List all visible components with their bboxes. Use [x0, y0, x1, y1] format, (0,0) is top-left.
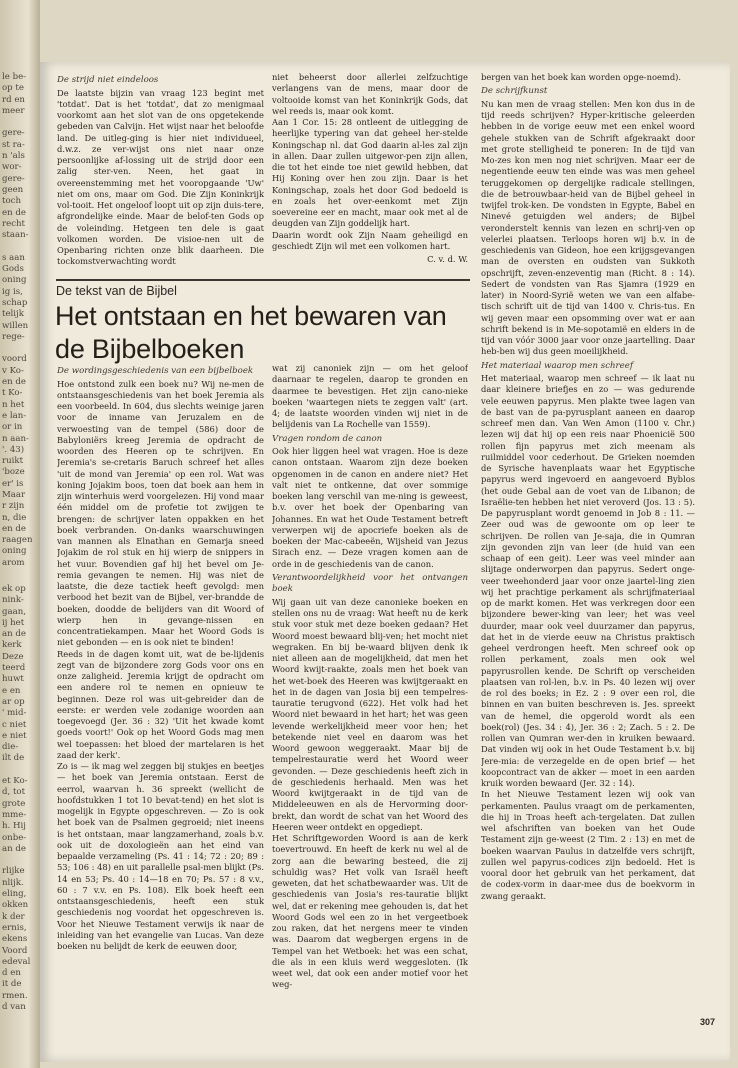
- column-2-top: [272, 72, 468, 278]
- column-1-bottom: [57, 363, 264, 1013]
- paragraph: Het Schriftgeworden Woord is aan de kerk toevertrouwd. En heeft de kerk nu wel al de zorg aan die bewaring besteed, die zij schuldig was? Het volk van Israël heeft geweten, dat het schatbewaarder was. Uit de geschiedenis van Josia's res-tauratie blijkt wel, dat er rekening mee gehouden is, dat het Woord Gods wel een zo in het vergeetboek zou raken, dat het nergens meer te vinden was. Daarom dat wegbergen ergens in de Tempel van het Wetboek: het was een schat, die als in een kluis werd weggesloten. (Ik weet wel, dat ook een ander motief voor het weg-: [272, 833, 468, 990]
- paragraph: niet beheerst door allerlei zelfzuchtige verlangens van de mens, maar door de voltooide komst van het Koninkrijk Gods, dat wel reeds is, maar ook komt.: [272, 72, 468, 116]
- article-headline: Het ontstaan en het bewaren van de Bijbelboeken: [55, 301, 447, 364]
- paragraph: De laatste bijzin van vraag 123 begint met 'totdat'. Dat is het 'totdat', dat zo menigmaal voorkomt aan het slot van de ons opgetekende gebeden van Calvijn. Het wijst naar het beloofde land. De uitleg-ging is hier niet individueel, d.w.z. ze ver-wijst ons niet naar onze persoonlijke af-lossing uit de strijd door een zalig ster-ven. Neen, het gaat in overeenstemming met het vooropgaande 'Uw' niet om ons, maar om God. Die Zijn Koninkrijk vol-tooit. Het ongeloof loopt uit op zijn duis-tere, afgrondelijke einde. Maar de belof-ten Gods op de voleinding. Hetgeen ten dele is gaat volkomen worden. De visioe-nen uit de Openbaring richten onze blik daarheen. Die tockomstverwachting wordt: [57, 87, 264, 267]
- paragraph: Nu kan men de vraag stellen: Men kon dus in de tijd reeds schrijven? Hyper-kritische geleerden hebben in de vorige eeuw met een enkel woord gehele stukken van de Schrift afgekraakt door met grote stelligheid te poneren: In de tijd van Mo-zes kon men nog niet schrijven. Maar eer de negentiende eeuw ten einde was was men geheel teruggekomen op dergelijke radicale stellingen, die de betrouwbaar-heid van de Bijbel geheel in twijfel trok-ken. De vondsten in Egypte, Babel en Ninevé getuigden wel anders; de Bijbel veronderstelt kennis van lezen en schrij-ven op velerlei plaatsen. Terloops horen wij b.v. in de geschiedenis van Gideon, hoe een krijgsgevangen man de oversten en oudsten van Sukkoth opschrijft, zeven-enzeventig man (Richt. 8 : 14). Sedert de vondsten van Ras Sjamra (1929 en later) in Noord-Syrië weten we van een alfabe-tisch schrift uit de tijd van 1400 v. Chris-tus. En wij geven maar een opsomming over wat er aan schrift bekend is in Me-sopotamië en elders in de tijd van vóór 3000 jaar voor onze jaartelling. Daar heb-ben wij dus geen moeilijkheid.: [481, 98, 695, 357]
- paragraph: Hoe ontstond zulk een boek nu? Wij ne-men de ontstaansgeschiedenis van het boek Jeremia als een voorbeeld. In 604, dus slechts weinige jaren voor de inname van Jeruzalem en de verwoesting van de tempel (586) door de Babyloniërs kreeg Jeremia de opdracht de woorden des Heeren op te schrijven. En Jeremia's se-cretaris Baruch schreef het alles 'uit de mond van Jeremia' op een rol. Wat was koning Jojakim boos, toen dat boek aan hem in zijn winterhuis werd voorgelezen. Hij vond maar één middel om de profetie tot zwijgen te brengen: de schrijver laten oppakken en het boek verbranden. On-danks waarschuwingen van mannen als Elnathan en Gemarja sneed Jojakim de rol stuk en hij wierp de snippers in het vuur. Bovendien gaf hij het bevel om Je-remia gevangen te nemen. Hij was niet de laatste, die deze tactiek heeft gevolgd: men verbood het bezit van de Bijbel, ver-brandde de boeken, doodde de belijders van dit Woord of wierp hen in gevange-nissen en concentratiekampen. Maar het Woord Gods is niet gebonden — en is ook niet te binden!: [57, 378, 264, 648]
- column-3: [481, 72, 695, 1015]
- column-1-top: [57, 72, 264, 278]
- paragraph: Daarin wordt ook Zijn Naam geheiligd en geschiedt Zijn wil met een volkomen hart.: [272, 229, 468, 251]
- subheading-wordingsgeschiedenis: De wordingsgeschiedenis van een bijbelboek: [57, 366, 254, 376]
- adjacent-page-fragment-top: le be- op te rd en meer gere- st ra- n 'als wor- gere- geen toch en de recht staan- s aan Gods oning ig is, schap telijk willen rege- voord v Ko- en de t Ko- n het e lan- or in n aan- '. 43) ruikt 'boze er' is Maar r zijn n, die en de raagen oning arom: [2, 72, 33, 568]
- page-number: 307: [700, 1017, 716, 1027]
- subheading-canon: Vragen rondom de canon: [272, 433, 383, 444]
- paragraph: bergen van het boek kan worden opge-noemd).: [481, 72, 682, 82]
- paragraph: Reeds in de dagen komt uit, wat de be-lijdenis zegt van de bijzondere zorg Gods voor ons en onze zaligheid. Jeremia krijgt de opdracht om een andere rol te nemen en opnieuw te beginnen. Deze rol was uit-gebreider dan de eerste: er werden vele zodanige woorden aan toegevoegd (Jer. 36 : 32) 'Uit het kwade komt goeds voort!' Ook op het Woord Gods mag men wel toepassen: het bloed der martelaren is het zaad der kerk'.: [57, 648, 264, 760]
- paragraph: Zo is — ik mag wel zeggen bij stukjes en beetjes — het boek van Jeremia ontstaan. Eerst de eerrol, waarvan h. 36 spreekt (wellicht de hoofdstukken 1 tot 10 bevat-tend) en het slot is mogelijk in Egypte opgeschreven. — Zo is ook het boek van de Psalmen gegroeid; niet ineens is het ontstaan, maar langzamerhand, zoals b.v. ook uit de doxologieën aan het eind van bepaalde verzameling (Ps. 41 : 14; 72 : 20; 89 : 53; 106 : 48) en uit parallelle psal-men blijkt (Ps. 14 en 53; Ps. 40 : 14—18 en 70; Ps. 57 : 8 v.v., 60 : 7 v.v. en Ps. 108). Elk boek heeft een ontstaansgeschiedenis, heeft een stuk geschiedenis nog voordat het opgeschreven is. Voor het Nieuwe Testament verwijs ik naar de inleiding van het evangelie van Lucas. Van deze boeken nu belijdt de kerk de eeuwen door,: [57, 761, 264, 951]
- adjacent-page-spine: [0, 0, 40, 1068]
- subheading-materiaal: Het materiaal waarop men schreef: [481, 360, 633, 371]
- subheading-strijd: De strijd niet eindeloos: [57, 75, 159, 85]
- section-divider: [56, 279, 470, 281]
- paragraph: Ook hier liggen heel wat vragen. Hoe is deze canon ontstaan. Waarom zijn deze boeken opgenomen in de canon en andere niet? Het valt niet te ontkenne, dat over sommige boeken lang verschil van me-ning is geweest, b.v. over het boek der Openbaring van Johannes. En wat het Oude Testament betreft verwerpen wij de apocriefe boeken als de boeken der Mac-cabeeën, Wijsheid van Jezus Sirach enz. — Deze vragen komen aan de orde in de geschiedenis van de canon.: [272, 446, 468, 569]
- paragraph: wat zij canoniek zijn — om het geloof daarnaar te regelen, daarop te gronden en daarmee te bevestigen. Het zijn cano-nieke boeken 'waartegen niets te zeggen valt' (art. 4; de laatste woorden vinden wij niet in de belijdenis van La Rochelle van 1559).: [272, 363, 468, 430]
- article-kicker: De tekst van de Bijbel: [56, 284, 177, 298]
- subheading-verantwoordelijkheid: Verantwoordelijkheid voor het ontvangen boek: [272, 572, 468, 595]
- author-signature: C. v. d. W.: [427, 254, 468, 264]
- paragraph: Wij gaan uit van deze canonieke boeken en stellen ons nu de vraag: Wat heeft nu de kerk stuk voor stuk met deze boeken gedaan? Het Woord moest bewaard blij-ven; het mocht niet wegraken. En bij be-waard blijven denk ik niet alleen aan de mogelijkheid, dat men het Woord kwijt-raakte, zoals men het boek van het wet-boek des Heeren was kwijtgeraakt en het in de dagen van Josia bij een tempelres-tauratie terugvond (622). Het volk had het Woord niet bewaard in het hart; het was geen levende werkelijkheid meer voor hen; het betekende niet veel en daarom was het Woord gewoon weggeraakt. Maar bij de tempelrestauratie werd het Woord weer gevonden. — Deze geschiedenis heeft zich in de geschiedenis herhaald. Men was het Woord kwijtgeraakt in de tijd van de Middeleeuwen en als de Hervorming door-brekt, dan wordt de schat van het Woord des Heeren weer ontdekt en opgediept.: [272, 596, 468, 832]
- column-2-bottom: [272, 363, 468, 1013]
- adjacent-page-fragment-bottom: ek op nink- gaan, ij het an de kerk Deze teerd huwt e en ar op ' mid- c niet e niet die- ilt de et Ko- d, tot grote mme- h. Hij onbe- an de rlijke nlijk. eling, okken k der ernis, ekens Voord edeval d en it de rmen. d van: [2, 584, 31, 1012]
- subheading-schrijfkunst: De schrijfkunst: [481, 86, 548, 97]
- paragraph: Aan 1 Cor. 15: 28 ontleent de uitlegging de heerlijke typering van dat geheel her-stelde Koningschap nl. dat God daarin al-les zal zijn in allen. Daar zullen uitgewor-pen zijn allen, die tot het einde toe niet gewild hebben, dat Hij Koning over hen zou zijn. Daar is het Koningschap, zoals het door God bedoeld is en zoals het over-eenkomt met Zijn soevereine eer en macht, maar ook met al de deugden van Zijn goddelijk hart.: [272, 117, 468, 229]
- paragraph: In het Nieuwe Testament lezen wij ook van perkamenten. Paulus vraagt om de perkamenten, die hij in Troas heeft ach-tergelaten. Dat zullen wel afschriften van boeken van het Oude Testament zijn ge-weest (2 Tim. 2 : 13) en met de boeken waarvan Paulus in datzelfde vers schrijft, zullen wel papyrus-codices zijn bedoeld. Het is vooral door het gebruik van het perkament, dat de codex-vorm in daar-mee dus de boekvorm in zwang geraakt.: [481, 789, 695, 901]
- paragraph: Het materiaal, waarop men schreef — ik laat nu daar kleinere briefjes en zo — was gedurende vele eeuwen papyrus. Men plakte twee lagen van de bast van de pa-pyrusplant aaneen en daarop schreef men dan. Van Wen Amon (1100 v. Chr.) lezen wij dat hij op een reis naar Phoenicië 500 rollen fijn papyrus met zich meenam als ruilmiddel voor cederhout. De Grieken noemden de Syrische havenplaats waar het Egyptische papyrus werd ingevoerd en aangevoerd Byblos (het oude Gebal aan de voet van de Libanon; de Israëlie-ten hebben het niet veroverd (Jos. 13 : 5). De papyrusplant wordt genoemd in Job 8 : 11. — Zeer oud was de gewoonte om op leer te schrijven. De rollen van Je-saja, die in Qumran zijn gevonden zijn van leer (de huid van een schaap of een geit). Leer was veel minder aan slijtage onderworpen dan papyrus. Sedert onge-veer tweehonderd jaar voor onze jaartel-ling zien wij het prachtige perkament als schrijfmateriaal op de markt komen. Het was verkregen door een bijzondere bewer-king van leer; het was veel duurder, maar ook veel duurzamer dan papyrus, dat het in de vierde eeuw na Christus praktisch geheel verdrongen heeft. Men schreef ook op rollen perkament, zoals men ook wel papyrusrollen kende. De Schrift op verscheiden plaatsen van rol-len, b.v. in Ps. 40 lezen wij over de rol des boeks; in Ez. 2 : 9 over een rol, die binnen en van buiten beschreven is. Jes. spreekt van de hemel, die opgerold wordt als een boek(rol) (Jes. 34 : 4), Jer. 36 : 2; Zach. 5 : 2. De rollen van Qumran wer-den in kruiken bewaard. Dat vinden wij ook in het Oude Testament b.v. bij Jere-mia: de verzegelde en de open brief — het koopcontract van de akker — moet in een aarden kruik worden bewaard (Jer. 32 : 14).: [481, 373, 695, 788]
